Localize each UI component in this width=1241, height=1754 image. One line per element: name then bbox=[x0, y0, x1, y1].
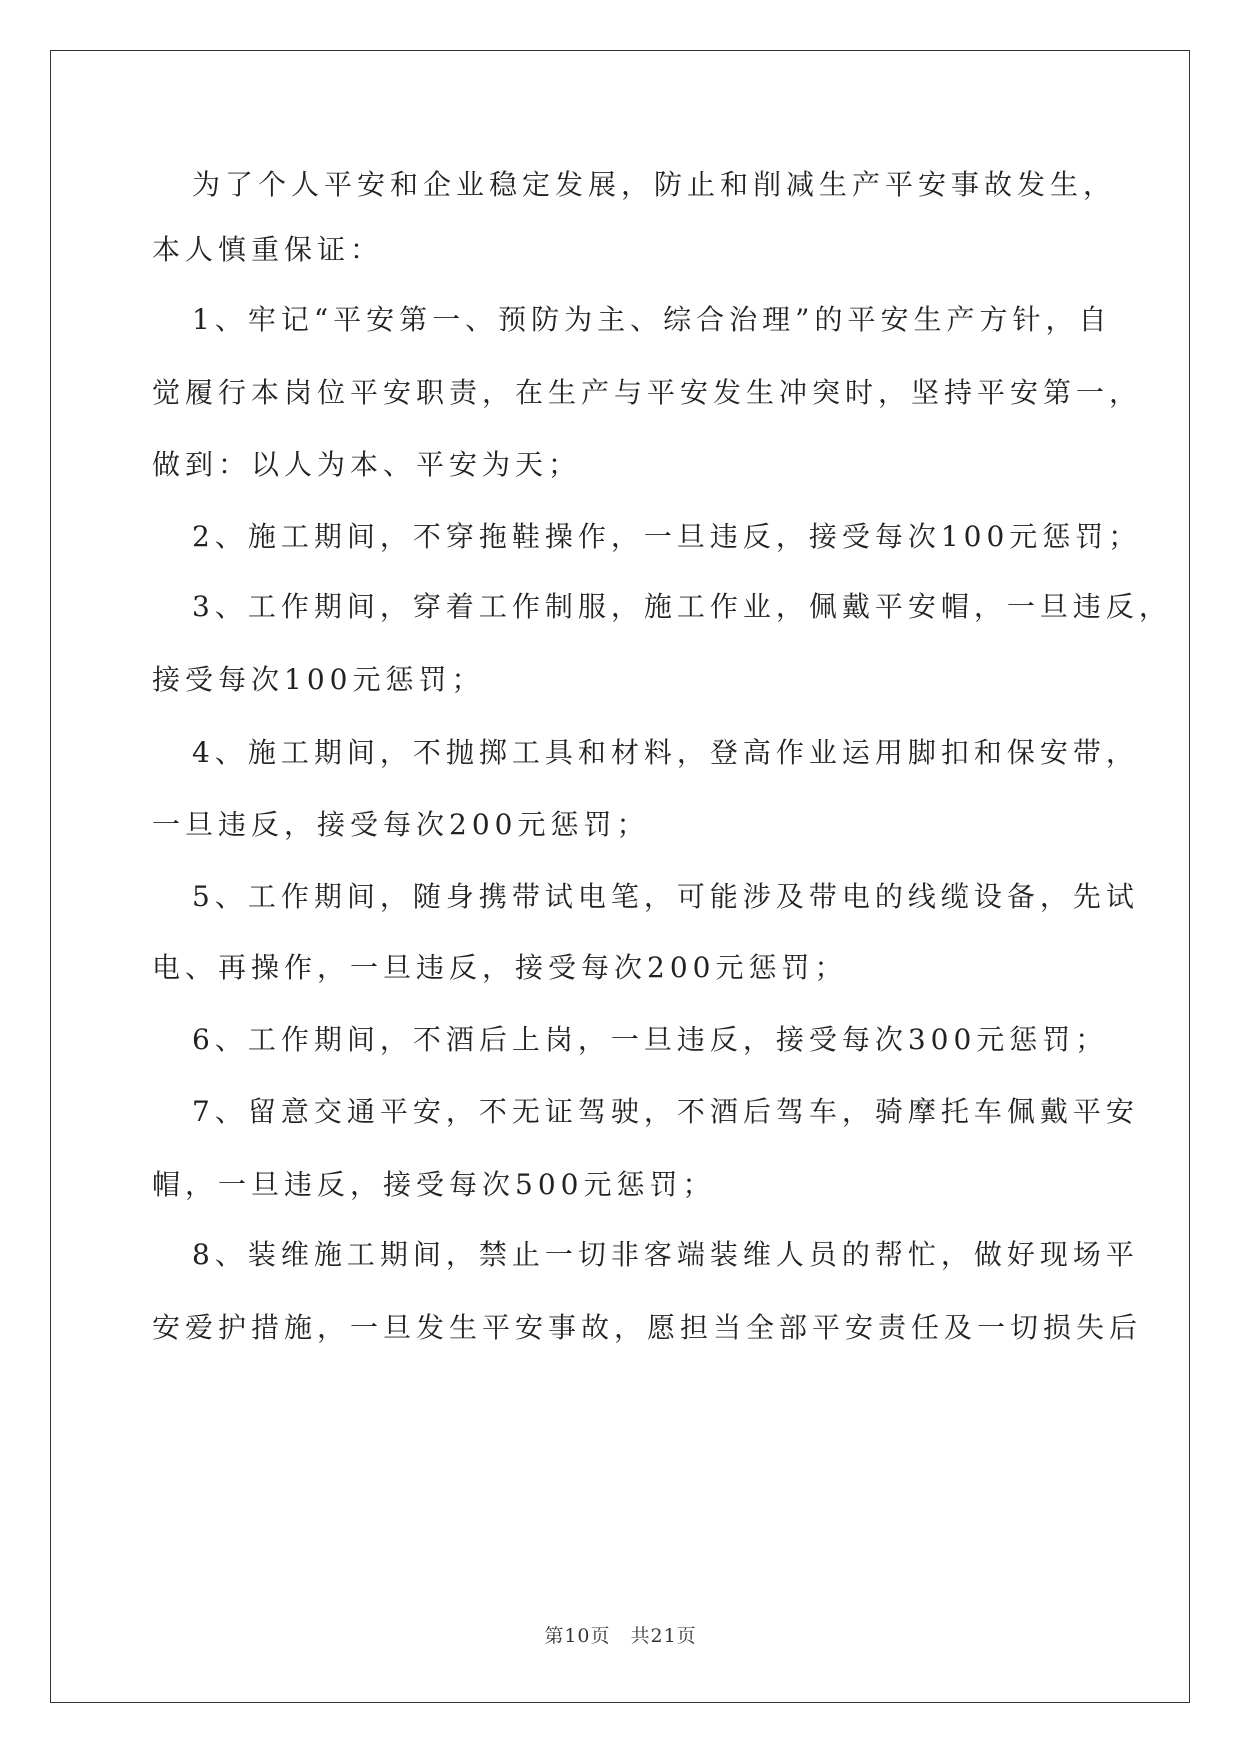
paragraph-line: 5、工作期间，随身携带试电笔，可能涉及带电的线缆设备，先试 bbox=[192, 880, 1139, 913]
paragraph-line: 2、施工期间，不穿拖鞋操作，一旦违反，接受每次100元惩罚； bbox=[192, 520, 1142, 553]
paragraph-line: 1、牢记“平安第一、预防为主、综合治理”的平安生产方针，自 bbox=[192, 303, 1112, 336]
paragraph-line: 7、留意交通平安，不无证驾驶，不酒后驾车，骑摩托车佩戴平安 bbox=[192, 1095, 1139, 1128]
paragraph-line: 电、再操作，一旦违反，接受每次200元惩罚； bbox=[152, 951, 848, 984]
paragraph-line: 4、施工期间，不抛掷工具和材料，登高作业运用脚扣和保安带， bbox=[192, 736, 1139, 769]
paragraph-line: 6、工作期间，不酒后上岗，一旦违反，接受每次300元惩罚； bbox=[192, 1023, 1109, 1056]
paragraph-line: 8、装维施工期间，禁止一切非客端装维人员的帮忙，做好现场平 bbox=[192, 1238, 1139, 1271]
paragraph-line: 一旦违反，接受每次200元惩罚； bbox=[152, 808, 650, 841]
paragraph-line: 接受每次100元惩罚； bbox=[152, 663, 485, 696]
paragraph-line: 3、工作期间，穿着工作制服，施工作业，佩戴平安帽，一旦违反， bbox=[192, 590, 1172, 623]
paragraph-line: 帽，一旦违反，接受每次500元惩罚； bbox=[152, 1168, 716, 1201]
paragraph-line: 做到：以人为本、平安为天； bbox=[152, 448, 582, 481]
paragraph-line: 为了个人平安和企业稳定发展，防止和削减生产平安事故发生， bbox=[192, 168, 1117, 201]
page-number: 第10页 共21页 bbox=[544, 1625, 697, 1647]
paragraph-line: 本人慎重保证： bbox=[152, 233, 384, 266]
paragraph-line: 安爱护措施，一旦发生平安事故，愿担当全部平安责任及一切损失后 bbox=[152, 1311, 1143, 1344]
paragraph-line: 觉履行本岗位平安职责，在生产与平安发生冲突时，坚持平安第一， bbox=[152, 376, 1143, 409]
